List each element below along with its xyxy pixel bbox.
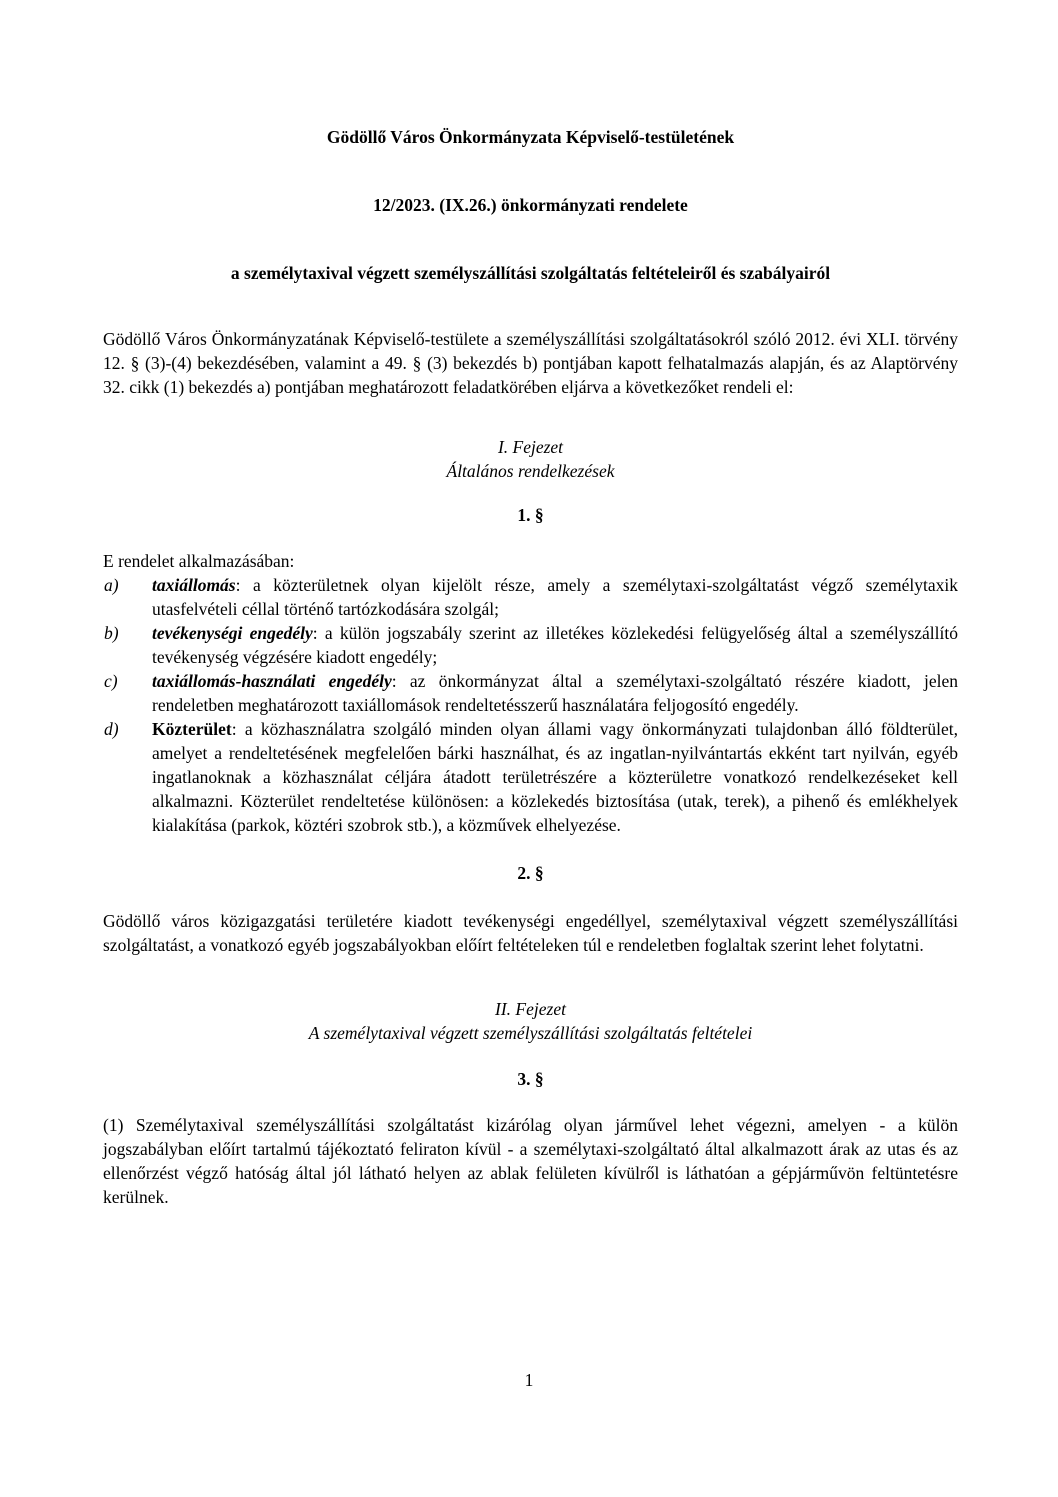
chapter2-heading	[103, 997, 958, 1045]
item-d-text: : a közhasználatra szolgáló minden olyan állami vagy önkormányzati tulajdonban álló földterület, amelyet a rendeltetésének megfelelően bárki használhat, és az ingatlan-nyilvántartás ekként tart nyilván, egyéb ingatlanoknak a közhasználat céljára átadott területrészére a közterületre vonatkozó rendelkezéseket kell alkalmazni. Közterület rendeltetése különösen: a közlekedés biztosítása (utak, terek), a pihenő és emlékhelyek kialakítása (parkok, köztéri szobrok stb.), a közművek elhelyezése.	[152, 719, 958, 835]
item-b-term: tevékenységi engedély	[152, 623, 313, 643]
item-a-text: : a közterületnek olyan kijelölt része, amely a személytaxi-szolgáltatást végző személytaxik utasfelvételi céllal történő tartózkodására szolgál;	[152, 575, 958, 619]
chapter2-heading-number: II. Fejezet	[495, 999, 566, 1019]
item-c-term: taxiállomás-használati engedély	[152, 671, 392, 691]
chapter1-heading-title: Általános rendelkezések	[446, 461, 615, 481]
chapter1-heading	[103, 435, 958, 483]
doc-title-decree-number: 12/2023. (IX.26.) önkormányzati rendelete	[373, 195, 688, 215]
item-c-text: : az önkormányzat által a személytaxi-szolgáltató részére kiadott, jelen rendeletben meghatározott taxiállomások rendeltetésszerű használatára feljogosító engedély.	[152, 671, 958, 715]
item-b-marker: b)	[104, 623, 119, 643]
item-a-marker: a)	[104, 575, 119, 595]
chapter2-heading-title: A személytaxival végzett személyszállítási szolgáltatás feltételei	[308, 1023, 753, 1043]
section3-number: 3. §	[517, 1069, 544, 1089]
item-d-term: Közterület	[152, 719, 232, 739]
section1-intro: E rendelet alkalmazásában:	[103, 551, 295, 571]
item-a-term: taxiállomás	[152, 575, 236, 595]
section2-number: 2. §	[517, 863, 544, 883]
definition-item-b	[103, 621, 958, 669]
page-number: 1	[524, 1370, 534, 1390]
preamble-paragraph: Gödöllő Város Önkormányzatának Képviselő-testülete a személyszállítási szolgáltatásokról szóló 2012. évi XLI. törvény 12. § (3)-(4) bekezdésében, valamint a 49. § (3) bekezdés b) pontjában kapott felhatalmazás alapján, és az Alaptörvény 32. cikk (1) bekezdés a) pontjában meghatározott feladatkörében eljárva a következőket rendeli el:	[103, 329, 958, 397]
doc-title-authority: Gödöllő Város Önkormányzata Képviselő-testületének	[326, 127, 735, 147]
definition-item-a	[103, 573, 958, 621]
section2-body: Gödöllő város közigazgatási területére kiadott tevékenységi engedéllyel, személytaxival végzett személyszállítási szolgáltatást, a vonatkozó egyéb jogszabályokban előírt feltételeken túl e rendeletben foglaltak szerint lehet folytatni.	[103, 911, 958, 955]
chapter1-heading-number: I. Fejezet	[497, 437, 564, 457]
item-c-marker: c)	[104, 671, 118, 691]
definition-item-d	[103, 717, 958, 837]
item-b-text: : a külön jogszabály szerint az illetékes közlekedési felügyelőség által a személyszállító tevékenység végzésére kiadott engedély;	[152, 623, 958, 667]
definition-item-c	[103, 669, 958, 717]
doc-title-subject: a személytaxival végzett személyszállítási szolgáltatás feltételeiről és szabályairól	[230, 263, 831, 283]
item-d-marker: d)	[104, 719, 119, 739]
section1-number: 1. §	[517, 505, 544, 525]
section3-body: (1) Személytaxival személyszállítási szolgáltatást kizárólag olyan járművel lehet végezni, amelyen - a külön jogszabályban előírt tartalmú tájékoztató feliraton kívül - a személytaxi-szolgáltató által alkalmazott árak az utas és az ellenőrzést végző hatóság által jól látható helyen az ablak felületen kívülről is láthatóan a gépjárművön feltüntetésre kerülnek.	[103, 1115, 958, 1207]
definition-list	[103, 573, 958, 837]
